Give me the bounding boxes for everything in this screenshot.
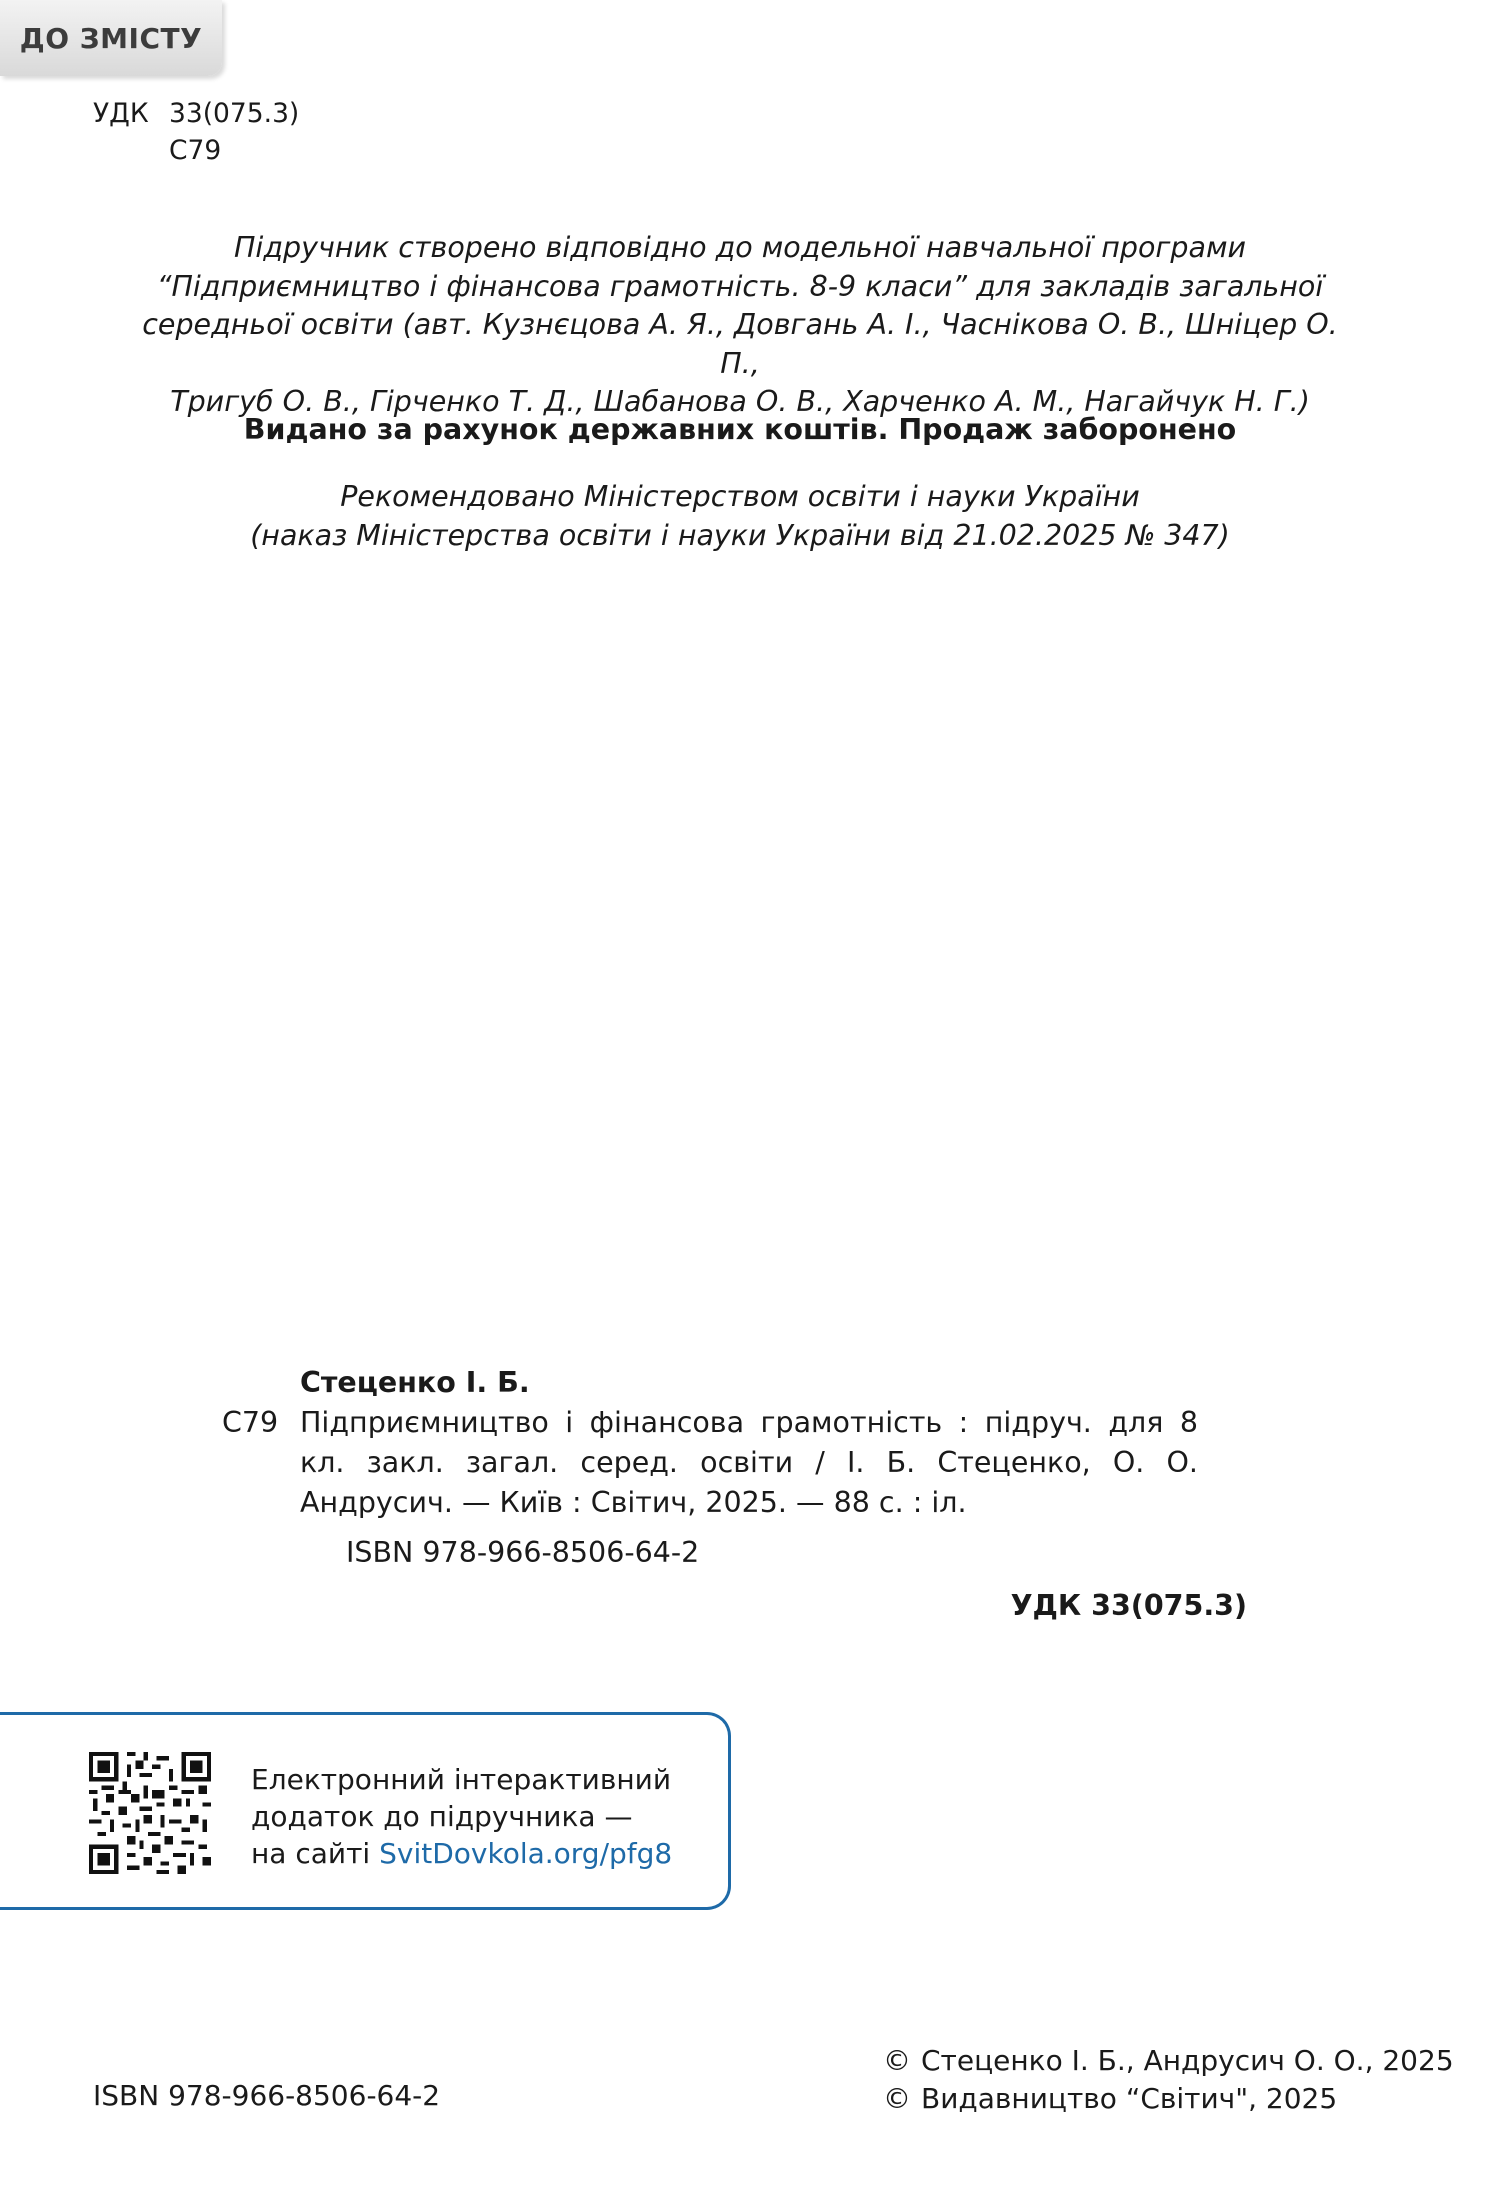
- udk-code: 33(075.3): [169, 98, 300, 129]
- qr-code-icon[interactable]: [89, 1752, 211, 1874]
- addon-text: [251, 1761, 672, 1872]
- biblio-description: Підприємництво і фінансова грамотність : підруч. для 8 кл. закл. загал. серед. освіти / І. Б. Стеценко, О. О. Андрусич. — Київ : Світич, 2025. — 88 с. : іл.: [300, 1406, 1198, 1519]
- state-funded-notice: Видано за рахунок державних коштів. Продаж заборонено: [243, 413, 1237, 446]
- addon-line-prefix: на сайті: [251, 1837, 380, 1870]
- copyright-icon: ©: [883, 2044, 911, 2077]
- biblio-author: Стеценко І. Б.: [300, 1366, 530, 1399]
- author-mark: С79: [169, 135, 222, 166]
- bibliographic-record: [222, 1363, 1246, 1573]
- recommendation-line: Рекомендовано Міністерством освіти і науки України: [340, 480, 1140, 513]
- addon-line: Електронний інтерактивний: [251, 1763, 672, 1796]
- biblio-code: С79: [222, 1406, 279, 1439]
- program-note: [140, 229, 1340, 422]
- recommendation-line: (наказ Міністерства освіти і науки України від 21.02.2025 № 347): [250, 518, 1230, 552]
- udk-label: УДК: [93, 98, 149, 129]
- program-note-line: середньої освіти (авт. Кузнєцова А. Я., Довгань А. І., Часнікова О. В., Шніцер О. П.,: [142, 308, 1338, 380]
- program-note-line: “Підприємництво і фінансова грамотність. 8-9 класи” для закладів загальної: [156, 269, 1324, 303]
- program-note-line: Тригуб О. В., Гірченко Т. Д., Шабанова О. В., Харченко А. М., Нагайчук Н. Г.): [170, 385, 1310, 418]
- addon-site-link[interactable]: SvitDovkola.org/pfg8: [379, 1837, 673, 1870]
- copyright-icon: ©: [883, 2081, 911, 2115]
- contents-tab-button[interactable]: ДО ЗМІСТУ: [0, 0, 222, 76]
- copyright-authors: Стеценко І. Б., Андрусич О. О., 2025: [921, 2044, 1454, 2077]
- biblio-isbn: ISBN 978-966-8506-64-2: [346, 1536, 700, 1569]
- udk-header: [93, 95, 299, 169]
- recommendation: [140, 478, 1340, 555]
- addon-line: додаток до підручника —: [251, 1800, 633, 1833]
- biblio-udk: УДК 33(075.3): [1010, 1589, 1247, 1622]
- copyright-publisher: Видавництво “Світич", 2025: [921, 2081, 1338, 2115]
- copyright-block: [883, 2042, 1454, 2117]
- program-note-line: Підручник створено відповідно до модельної навчальної програми: [234, 231, 1246, 264]
- footer-isbn: ISBN 978-966-8506-64-2: [93, 2079, 441, 2112]
